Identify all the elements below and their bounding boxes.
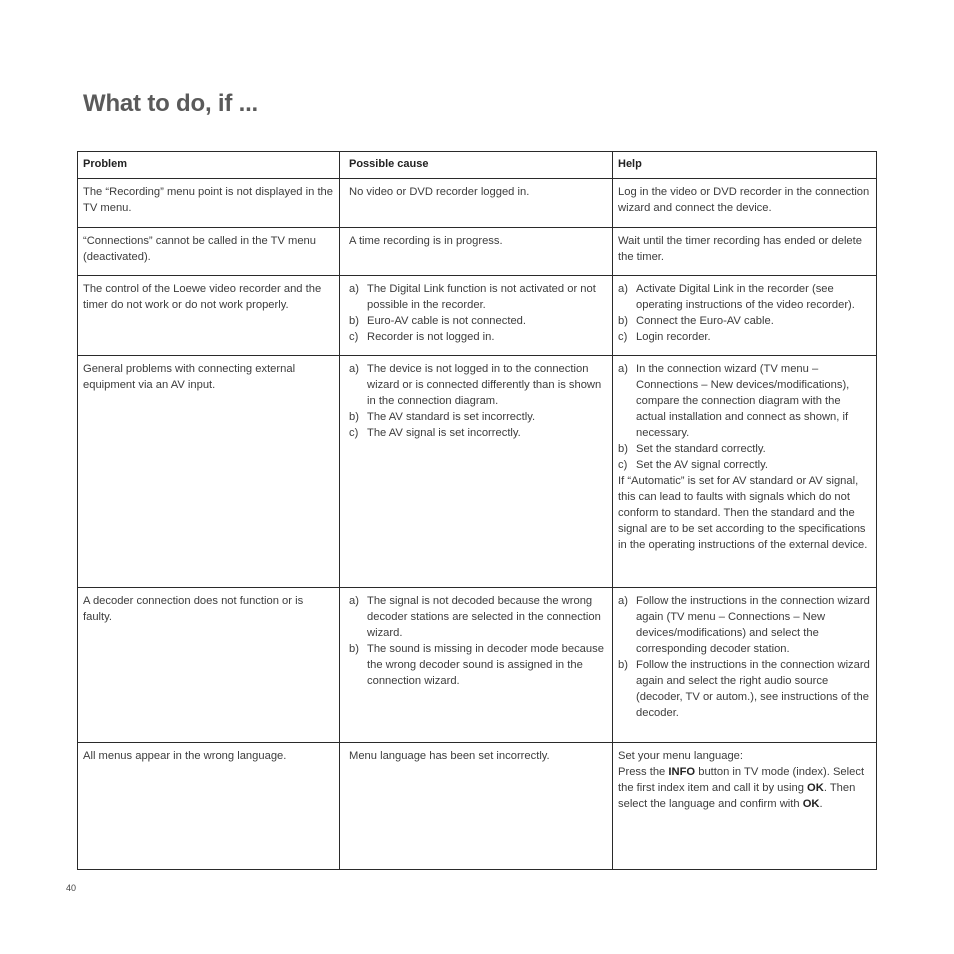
list-text: Login recorder.: [636, 331, 711, 343]
problem-cell: All menus appear in the wrong language.: [78, 743, 340, 870]
list-item: [618, 329, 872, 345]
header-help: Help: [613, 152, 877, 179]
help-list: [618, 281, 872, 345]
header-problem: Problem: [78, 152, 340, 179]
list-text: The signal is not decoded because the wrong decoder stations are selected in the connection wizard.: [367, 595, 601, 639]
help-text: button in TV mode (index). Select the first index item and call it by using: [618, 766, 865, 794]
cause-list: [349, 361, 608, 441]
help-cell: Wait until the timer recording has ended or delete the timer.: [613, 228, 877, 276]
list-label: a): [349, 283, 359, 295]
list-item: [349, 593, 608, 641]
list-item: [618, 657, 872, 721]
help-instructions: [618, 764, 872, 812]
table-row: [78, 228, 877, 276]
problem-cell: “Connections” cannot be called in the TV menu (deactivated).: [78, 228, 340, 276]
list-text: In the connection wizard (TV menu – Connections – New devices/modifications), compare the connection diagram with the actual installation and connect as shown, if necessary.: [636, 363, 850, 439]
list-item: [618, 313, 872, 329]
list-item: [349, 641, 608, 689]
list-item: [349, 313, 608, 329]
list-label: b): [349, 315, 359, 327]
list-label: c): [349, 427, 359, 439]
list-text: Follow the instructions in the connection wizard again (TV menu – Connections – New devices/modifications) and select the corresponding decoder station.: [636, 595, 870, 655]
list-item: [618, 593, 872, 657]
list-text: Set the AV signal correctly.: [636, 459, 769, 471]
list-label: b): [618, 443, 628, 455]
list-label: c): [618, 459, 628, 471]
list-item: [349, 281, 608, 313]
table-row: [78, 276, 877, 356]
table-header-row: [78, 152, 877, 179]
list-text: Follow the instructions in the connection wizard again and select the right audio source (decoder, TV or autom.), see instructions of the decoder.: [636, 659, 870, 719]
list-label: a): [618, 595, 628, 607]
help-intro: Set your menu language:: [618, 750, 744, 762]
table-row: [78, 356, 877, 588]
table-row: [78, 588, 877, 743]
cause-cell: [340, 276, 613, 356]
problem-cell: A decoder connection does not function or is faulty.: [78, 588, 340, 743]
header-possible-cause: Possible cause: [340, 152, 613, 179]
list-label: a): [349, 595, 359, 607]
problem-cell: The control of the Loewe video recorder and the timer do not work or do not work properly.: [78, 276, 340, 356]
help-cell: [613, 276, 877, 356]
help-note: If “Automatic” is set for AV standard or AV signal, this can lead to faults with signals which do not conform to standard. Then the standard and the signal are to be set according to the specifications in the operating instructions of the external device.: [618, 475, 868, 551]
cause-cell: [340, 356, 613, 588]
list-text: Recorder is not logged in.: [367, 331, 495, 343]
help-list: [618, 361, 872, 473]
cause-cell: Menu language has been set incorrectly.: [340, 743, 613, 870]
list-text: The Digital Link function is not activated or not possible in the recorder.: [367, 283, 596, 311]
troubleshooting-table: [77, 151, 877, 870]
cause-cell: A time recording is in progress.: [340, 228, 613, 276]
help-cell: [613, 743, 877, 870]
info-key: INFO: [668, 766, 696, 778]
table-row: [78, 179, 877, 228]
ok-key: OK: [802, 798, 820, 810]
list-item: [349, 425, 608, 441]
help-cell: Log in the video or DVD recorder in the connection wizard and connect the device.: [613, 179, 877, 228]
help-list: [618, 593, 872, 721]
page-number: 40: [66, 883, 77, 893]
help-cell: [613, 356, 877, 588]
list-label: b): [618, 315, 628, 327]
cause-cell: [340, 588, 613, 743]
problem-cell: The “Recording” menu point is not displayed in the TV menu.: [78, 179, 340, 228]
list-text: The AV signal is set incorrectly.: [367, 427, 521, 439]
list-item: [349, 409, 608, 425]
list-item: [618, 281, 872, 313]
list-text: Euro-AV cable is not connected.: [367, 315, 526, 327]
list-label: c): [349, 331, 359, 343]
list-label: a): [618, 283, 628, 295]
list-label: c): [618, 331, 628, 343]
table-row: [78, 743, 877, 870]
ok-key: OK: [807, 782, 824, 794]
cause-list: [349, 593, 608, 689]
cause-list: [349, 281, 608, 345]
list-label: b): [618, 659, 628, 671]
list-item: [618, 457, 872, 473]
list-label: a): [618, 363, 628, 375]
list-item: [618, 361, 872, 441]
list-label: a): [349, 363, 359, 375]
list-item: [349, 329, 608, 345]
list-text: The device is not logged in to the connection wizard or is connected differently than is shown in the connection diagram.: [367, 363, 602, 407]
list-label: b): [349, 411, 359, 423]
help-text: . Then select the language and confirm with: [618, 782, 856, 810]
problem-cell: General problems with connecting external equipment via an AV input.: [78, 356, 340, 588]
list-text: The AV standard is set incorrectly.: [367, 411, 536, 423]
list-text: Activate Digital Link in the recorder (see operating instructions of the video recorder).: [636, 283, 855, 311]
list-label: b): [349, 643, 359, 655]
cause-cell: No video or DVD recorder logged in.: [340, 179, 613, 228]
list-item: [349, 361, 608, 409]
help-text: .: [819, 798, 823, 810]
help-cell: [613, 588, 877, 743]
help-text: Press the: [618, 766, 669, 778]
list-text: Set the standard correctly.: [636, 443, 766, 455]
list-text: The sound is missing in decoder mode because the wrong decoder sound is assigned in the connection wizard.: [367, 643, 604, 687]
page-title: What to do, if ...: [83, 90, 259, 117]
list-text: Connect the Euro-AV cable.: [636, 315, 774, 327]
list-item: [618, 441, 872, 457]
